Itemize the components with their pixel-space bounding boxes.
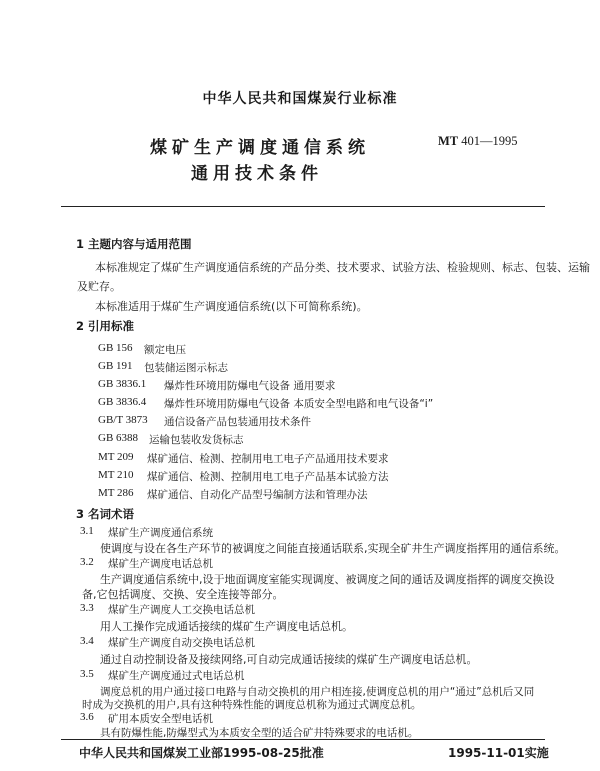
term-definition: 使调度与设在各生产环节的被调度之间能直接通话联系,实现全矿井生产调度指挥用的通信系统。: [100, 542, 566, 555]
section-2-heading: 2 引用标准: [76, 319, 135, 333]
term-name: 煤矿生产调度通信系统: [108, 527, 213, 539]
reference-name: 煤矿通信、检测、控制用电工电子产品基本试验方法: [147, 471, 389, 483]
reference-name: 额定电压: [144, 344, 186, 356]
reference-code: GB 6388: [98, 432, 139, 444]
reference-code: GB 3836.1: [98, 378, 147, 390]
standard-code: 401—1995: [461, 134, 518, 148]
term-definition: 生产调度通信系统中,设于地面调度室能实现调度、被调度之间的通话及调度指挥的调度交换设: [100, 573, 555, 586]
standard-number: [438, 134, 518, 149]
term-definition: 调度总机的用户通过接口电路与自动交换机的用户相连接,使调度总机的用户“通过”总机后又同: [100, 686, 535, 698]
term-name: 煤矿生产调度通过式电话总机: [108, 670, 245, 682]
header-divider: [61, 206, 545, 207]
section-1-para2: 本标准适用于煤矿生产调度通信系统(以下可简称系统)。: [95, 300, 368, 313]
term-definition-continued: 备,它包括调度、交换、安全连接等部分。: [82, 588, 284, 601]
effective-date: 1995-11-01实施: [448, 746, 549, 760]
reference-name: 包装储运图示标志: [144, 362, 228, 374]
term-name: 矿用本质安全型电话机: [108, 713, 213, 725]
term-number: 3.2: [80, 556, 94, 568]
section-1-heading: 1 主题内容与适用范围: [76, 237, 192, 251]
term-definition: 用人工操作完成通话接续的煤矿生产调度电话总机。: [100, 620, 353, 633]
reference-code: MT 210: [98, 469, 134, 481]
term-number: 3.5: [80, 668, 94, 680]
reference-code: GB 191: [98, 360, 133, 372]
term-number: 3.3: [80, 602, 94, 614]
reference-name: 煤矿通信、自动化产品型号编制方法和管理办法: [147, 489, 368, 501]
section-1-para1-line2: 及贮存。: [77, 280, 121, 293]
document-title-line2: 通用技术条件: [191, 164, 323, 184]
term-definition: 具有防爆性能,防爆型式为本质安全型的适合矿井特殊要求的电话机。: [100, 727, 419, 739]
reference-code: GB 156: [98, 342, 133, 354]
term-name: 煤矿生产调度人工交换电话总机: [108, 604, 255, 616]
reference-name: 运输包装收发货标志: [149, 434, 244, 446]
section-3-heading: 3 名词术语: [76, 507, 135, 521]
reference-code: GB 3836.4: [98, 396, 147, 408]
term-number: 3.6: [80, 711, 94, 723]
reference-name: 通信设备产品包装通用技术条件: [164, 416, 311, 428]
document-title-line1: 煤矿生产调度通信系统: [150, 138, 370, 158]
term-definition-continued: 时成为交换机的用户,具有这种特殊性能的调度总机称为通过式调度总机。: [82, 699, 422, 711]
term-name: 煤矿生产调度电话总机: [108, 558, 213, 570]
issuing-organization: 中华人民共和国煤炭行业标准: [202, 91, 398, 107]
standard-prefix: MT: [438, 134, 459, 148]
term-number: 3.1: [80, 525, 94, 537]
term-name: 煤矿生产调度自动交换电话总机: [108, 637, 255, 649]
reference-name: 煤矿通信、检测、控制用电工电子产品通用技术要求: [147, 453, 389, 465]
reference-code: MT 286: [98, 487, 134, 499]
term-definition: 通过自动控制设备及接续网络,可自动完成通话接续的煤矿生产调度电话总机。: [100, 653, 478, 666]
reference-code: MT 209: [98, 451, 134, 463]
approval-line: 中华人民共和国煤炭工业部1995-08-25批准: [79, 746, 324, 760]
reference-name: 爆炸性环境用防爆电气设备 通用要求: [164, 380, 336, 392]
reference-name: 爆炸性环境用防爆电气设备 本质安全型电路和电气设备“i”: [164, 398, 434, 410]
reference-code: GB/T 3873: [98, 414, 148, 426]
section-1-para1-line1: 本标准规定了煤矿生产调度通信系统的产品分类、技术要求、试验方法、检验规则、标志、包装、运输: [95, 261, 590, 274]
term-number: 3.4: [80, 635, 94, 647]
